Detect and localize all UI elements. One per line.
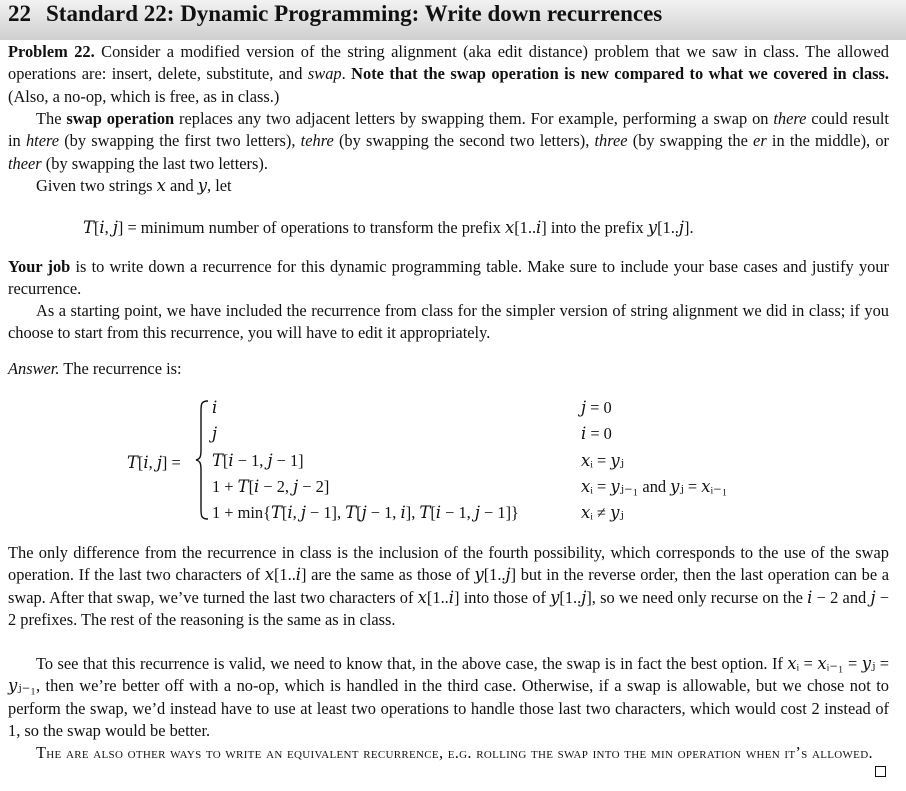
table-definition-equation: 𝑇[𝑖, 𝑗] = minimum number of operations to transform the prefix 𝑥[1..𝑖] into the prefix 𝑦[1..𝑗].: [83, 218, 694, 237]
text: replaces any two adjacent letters by swapping them. For example, performing a swap on: [174, 109, 774, 128]
swap-operation-term: swap operation: [66, 109, 175, 128]
text: The: [36, 109, 67, 128]
problem-text: .: [341, 64, 352, 84]
recurrence-block: [0, 392, 906, 528]
example-word: three: [594, 131, 628, 151]
closing-remark: The are also other ways to write an equivalent recurrence, e.g. rolling the swap into the min operation when it’s allowed.: [36, 743, 873, 762]
text: is to write down a recurrence for this dynamic programming table. Make sure to include your base cases and justify your recurrence.: [8, 257, 889, 299]
explanation-paragraph: The only difference from the recurrence in class is the inclusion of the fourth possibility, which corresponds to the use of the swap operation. If the last two characters of 𝑥[1..𝑖] are the same as those of 𝑦[1..𝑗] but in the reverse order, then the last operation can be a swap. After that swap, we’ve turned the last two characters of 𝑥[1..𝑖] into those of 𝑦[1..𝑗], so we need only recurse on the 𝑖 − 2 and 𝑗 − 2 prefixes. The rest of the reasoning is the same as in class.: [8, 543, 889, 629]
case-cond: 𝑥ᵢ ≠ 𝑦ⱼ: [581, 503, 624, 522]
text: The recurrence is:: [59, 359, 182, 378]
swap-description-paragraph: [8, 108, 889, 175]
section-title: [8, 0, 662, 28]
case-expr: 𝑖: [212, 398, 218, 417]
case-expr: 𝑇[𝑖 − 1, 𝑗 − 1]: [212, 451, 304, 470]
left-brace: [195, 400, 209, 520]
qed-square: [875, 766, 886, 777]
job-paragraph: [8, 256, 889, 301]
text: (by swapping the first two letters),: [59, 131, 301, 151]
case-cond: 𝑗 = 0: [581, 398, 612, 417]
section-number: 22: [8, 1, 31, 26]
text: (by swapping the second two letters),: [333, 131, 595, 151]
starting-point-paragraph: As a starting point, we have included the recurrence from class for the simpler version of string alignment we did in class; if you choose to start from this recurrence, you will have to edit it appropriately.: [8, 301, 889, 343]
note-bold: Note that the swap operation is new compared to what we covered in class.: [351, 64, 890, 84]
answer-label: Answer.: [8, 359, 60, 378]
example-word: there: [773, 109, 807, 128]
example-word: theer: [8, 153, 42, 173]
problem-text: (Also, a no-op, which is free, as in class.): [8, 86, 280, 106]
swap-term: swap: [307, 64, 342, 84]
case-expr: 𝑗: [212, 424, 218, 443]
case-expr: 1 + 𝑇[𝑖 − 2, 𝑗 − 2]: [212, 477, 330, 496]
text: (by swapping the: [627, 131, 754, 151]
validity-paragraph: To see that this recurrence is valid, we need to know that, in the above case, the swap is in fact the best option. If 𝑥ᵢ = 𝑥ᵢ₋₁ = 𝑦ⱼ = 𝑦ⱼ₋₁, then we’re better off with a no-op, which is handled in the third case. Otherwise, if a swap is allowable, but we chose not to perform the swap, we’d instead have to use at least two operations to handle those last two characters, which would cost 2 instead of 1, so the swap would be better.: [8, 654, 889, 740]
recurrence-lhs: 𝑇[𝑖, 𝑗] =: [127, 453, 181, 472]
problem-label: Problem 22.: [8, 42, 95, 61]
problem-paragraph: [8, 41, 889, 108]
case-cond: 𝑥ᵢ = 𝑦ⱼ: [581, 451, 624, 470]
case-expr: 1 + min{𝑇[𝑖, 𝑗 − 1], 𝑇[𝑗 − 1, 𝑖], 𝑇[𝑖 − 1, 𝑗 − 1]}: [212, 503, 519, 522]
text: (by swapping the last two letters).: [41, 153, 268, 173]
case-cond: 𝑖 = 0: [581, 424, 612, 443]
example-word: htere: [25, 131, 60, 151]
example-word: er: [753, 131, 767, 151]
case-cond: 𝑥ᵢ = 𝑦ⱼ₋₁ and 𝑦ⱼ = 𝑥ᵢ₋₁: [581, 477, 728, 496]
your-job-bold: Your job: [8, 257, 71, 276]
text: could result in: [8, 109, 889, 151]
problem-text: Consider a modified version of the string alignment (aka edit distance) problem that we saw in class. The allowed operations are: insert, delete, substitute, and: [8, 42, 889, 84]
given-strings-line: Given two strings 𝑥 and 𝑦, let: [36, 176, 232, 195]
example-word: tehre: [300, 131, 334, 151]
section-title-text: Standard 22: Dynamic Programming: Write down recurrences: [46, 1, 663, 26]
text: in the middle), or: [766, 131, 889, 151]
answer-intro: [8, 358, 889, 380]
